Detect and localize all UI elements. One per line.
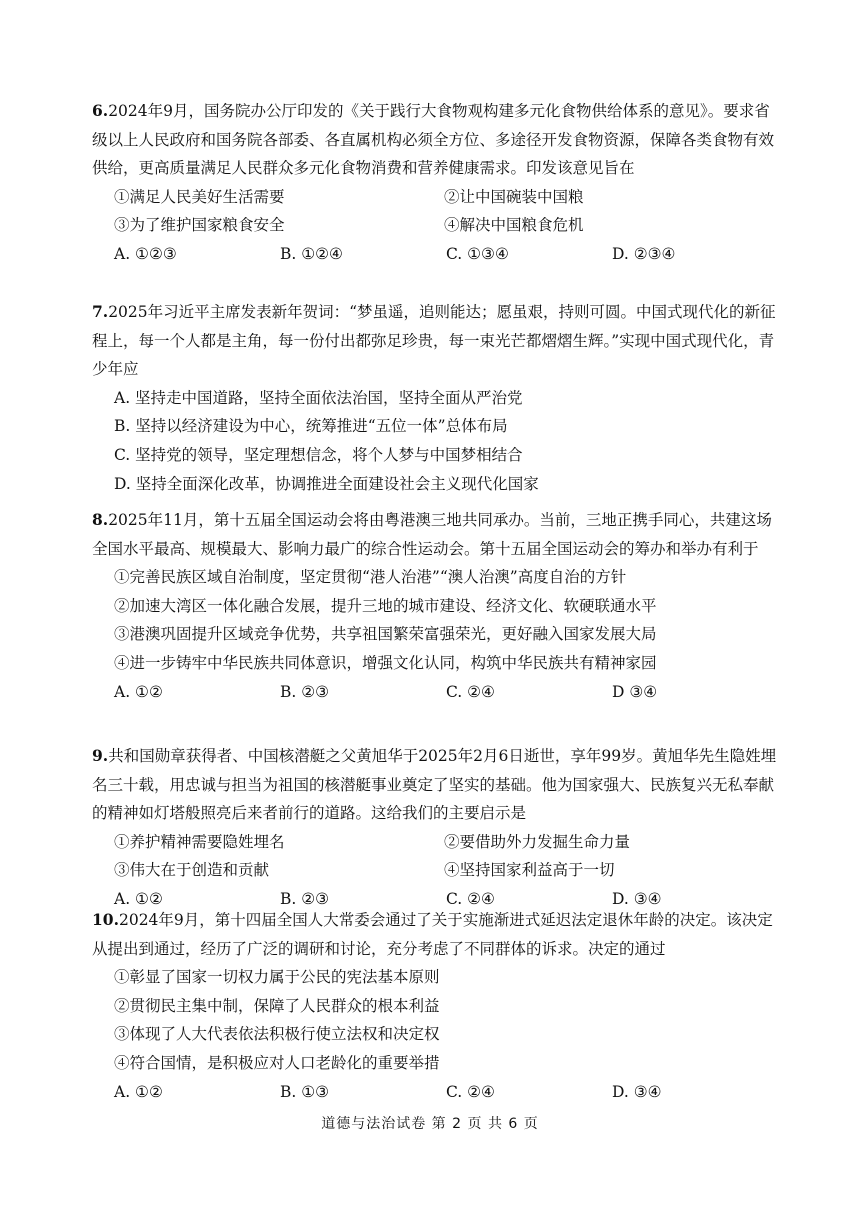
statement: ③为了维护国家粮食安全 — [114, 216, 285, 235]
question-number: 8. — [92, 510, 109, 529]
choice-b: B. 坚持以经济建设为中心，统筹推进“五位一体”总体布局 — [114, 417, 508, 436]
statement: ②让中国碗装中国粮 — [444, 187, 584, 206]
statement: ②贯彻民主集中制，保障了人民群众的根本利益 — [114, 996, 440, 1015]
statement: ④坚持国家利益高于一切 — [444, 861, 615, 880]
choice-c: C. 坚持党的领导，坚定理想信念，将个人梦与中国梦相结合 — [114, 445, 523, 464]
question-10-statements — [92, 963, 782, 1077]
statement: ②加速大湾区一体化融合发展，提升三地的城市建设、经济文化、软硬联通水平 — [114, 596, 657, 615]
statement: ②要借助外力发掘生命力量 — [444, 832, 631, 851]
question-6 — [92, 97, 782, 269]
statement: ④符合国情，是积极应对人口老龄化的重要举措 — [114, 1053, 440, 1072]
choice-a: A. ①② — [114, 1082, 163, 1101]
choice-d: D. ②③④ — [612, 244, 676, 263]
question-text: 2025年11月，第十五届全国运动会将由粤港澳三地共同承办。当前，三地正携手同心，共建这场全国水平最高、规模最大、影响力最广的综合性运动会。第十五届全国运动会的筹办和举办有利于 — [92, 511, 772, 558]
statement: ①养护精神需要隐姓埋名 — [114, 832, 285, 851]
question-number: 9. — [92, 746, 109, 765]
statement: ①完善民族区域自治制度，坚定贯彻“港人治港”“澳人治澳”高度自治的方针 — [114, 568, 627, 587]
question-text: 2024年9月，国务院办公厅印发的《关于践行大食物观构建多元化食物供给体系的意见》。要求省级以上人民政府和国务院各部委、各直属机构必须全方位、多途径开发食物资源，保障各类食物有效供给，更高质量满足人民群众多元化食物消费和营养健康需求。印发该意见旨在 — [92, 102, 775, 178]
question-text: 2024年9月，第十四届全国人大常委会通过了关于实施渐进式延迟法定退休年龄的决定。该决定从提出到通过，经历了广泛的调研和讨论，充分考虑了不同群体的诉求。决定的通过 — [92, 911, 773, 958]
question-6-statements — [92, 183, 782, 240]
question-7-options — [92, 384, 782, 498]
question-8-stem — [92, 506, 782, 563]
choice-b: B. ①③ — [280, 1082, 330, 1101]
choice-c: C. ①③④ — [446, 244, 509, 263]
choice-d: D. ③④ — [612, 1082, 662, 1101]
question-6-choices — [92, 240, 782, 269]
choice-a: A. ①② — [114, 682, 163, 701]
statement: ④进一步铸牢中华民族共同体意识，增强文化认同，构筑中华民族共有精神家园 — [114, 653, 657, 672]
choice-a: A. ①② — [114, 889, 163, 908]
choice-d: D. ③④ — [612, 889, 662, 908]
choice-b: B. ①②④ — [280, 244, 343, 263]
choice-b: B. ②③ — [280, 889, 330, 908]
question-text: 2025年习近平主席发表新年贺词：“梦虽遥，追则能达；愿虽艰，持则可圆。中国式现代化的新征程上，每一个人都是主角，每一份付出都弥足珍贵，每一束光芒都熠熠生辉。”实现中国式现代化，青少年应 — [92, 303, 776, 379]
choice-c: C. ②④ — [446, 889, 495, 908]
choice-d: D. 坚持全面深化改革，协调推进全面建设社会主义现代化国家 — [114, 474, 539, 493]
statement: ③伟大在于创造和贡献 — [114, 861, 270, 880]
question-7-stem — [92, 298, 782, 384]
page-footer: 道德与法治试卷 第 2 页 共 6 页 — [321, 1116, 539, 1132]
choice-c: C. ②④ — [446, 1082, 495, 1101]
question-10-stem — [92, 906, 782, 963]
choice-b: B. ②③ — [280, 682, 330, 701]
choice-c: C. ②④ — [446, 682, 495, 701]
statement: ①彰显了国家一切权力属于公民的宪法基本原则 — [114, 968, 440, 987]
choice-d: D ③④ — [612, 682, 658, 701]
question-9-statements — [92, 828, 782, 885]
question-number: 7. — [92, 302, 109, 321]
question-8-choices — [92, 678, 782, 707]
question-10-choices — [92, 1078, 782, 1107]
question-6-stem — [92, 97, 782, 183]
question-8 — [92, 506, 782, 706]
statement: ③港澳巩固提升区域竞争优势，共享祖国繁荣富强荣光，更好融入国家发展大局 — [114, 625, 657, 644]
statement: ③体现了人大代表依法积极行使立法权和决定权 — [114, 1025, 440, 1044]
question-9-stem — [92, 742, 782, 828]
choice-a: A. 坚持走中国道路，坚持全面依法治国，坚持全面从严治党 — [114, 388, 523, 407]
question-text: 共和国勋章获得者、中国核潜艇之父黄旭华于2025年2月6日逝世，享年99岁。黄旭华先生隐姓埋名三十载，用忠诚与担当为祖国的核潜艇事业奠定了坚实的基础。他为国家强大、民族复兴无私奉献的精神如灯塔般照亮后来者前行的道路。这给我们的主要启示是 — [92, 747, 777, 823]
question-number: 10. — [92, 910, 119, 929]
question-8-statements — [92, 563, 782, 677]
statement: ①满足人民美好生活需要 — [114, 187, 285, 206]
choice-a: A. ①②③ — [114, 244, 177, 263]
question-9 — [92, 742, 782, 914]
statement: ④解决中国粮食危机 — [444, 216, 584, 235]
question-number: 6. — [92, 101, 109, 120]
question-10 — [92, 906, 782, 1106]
question-7 — [92, 298, 782, 498]
